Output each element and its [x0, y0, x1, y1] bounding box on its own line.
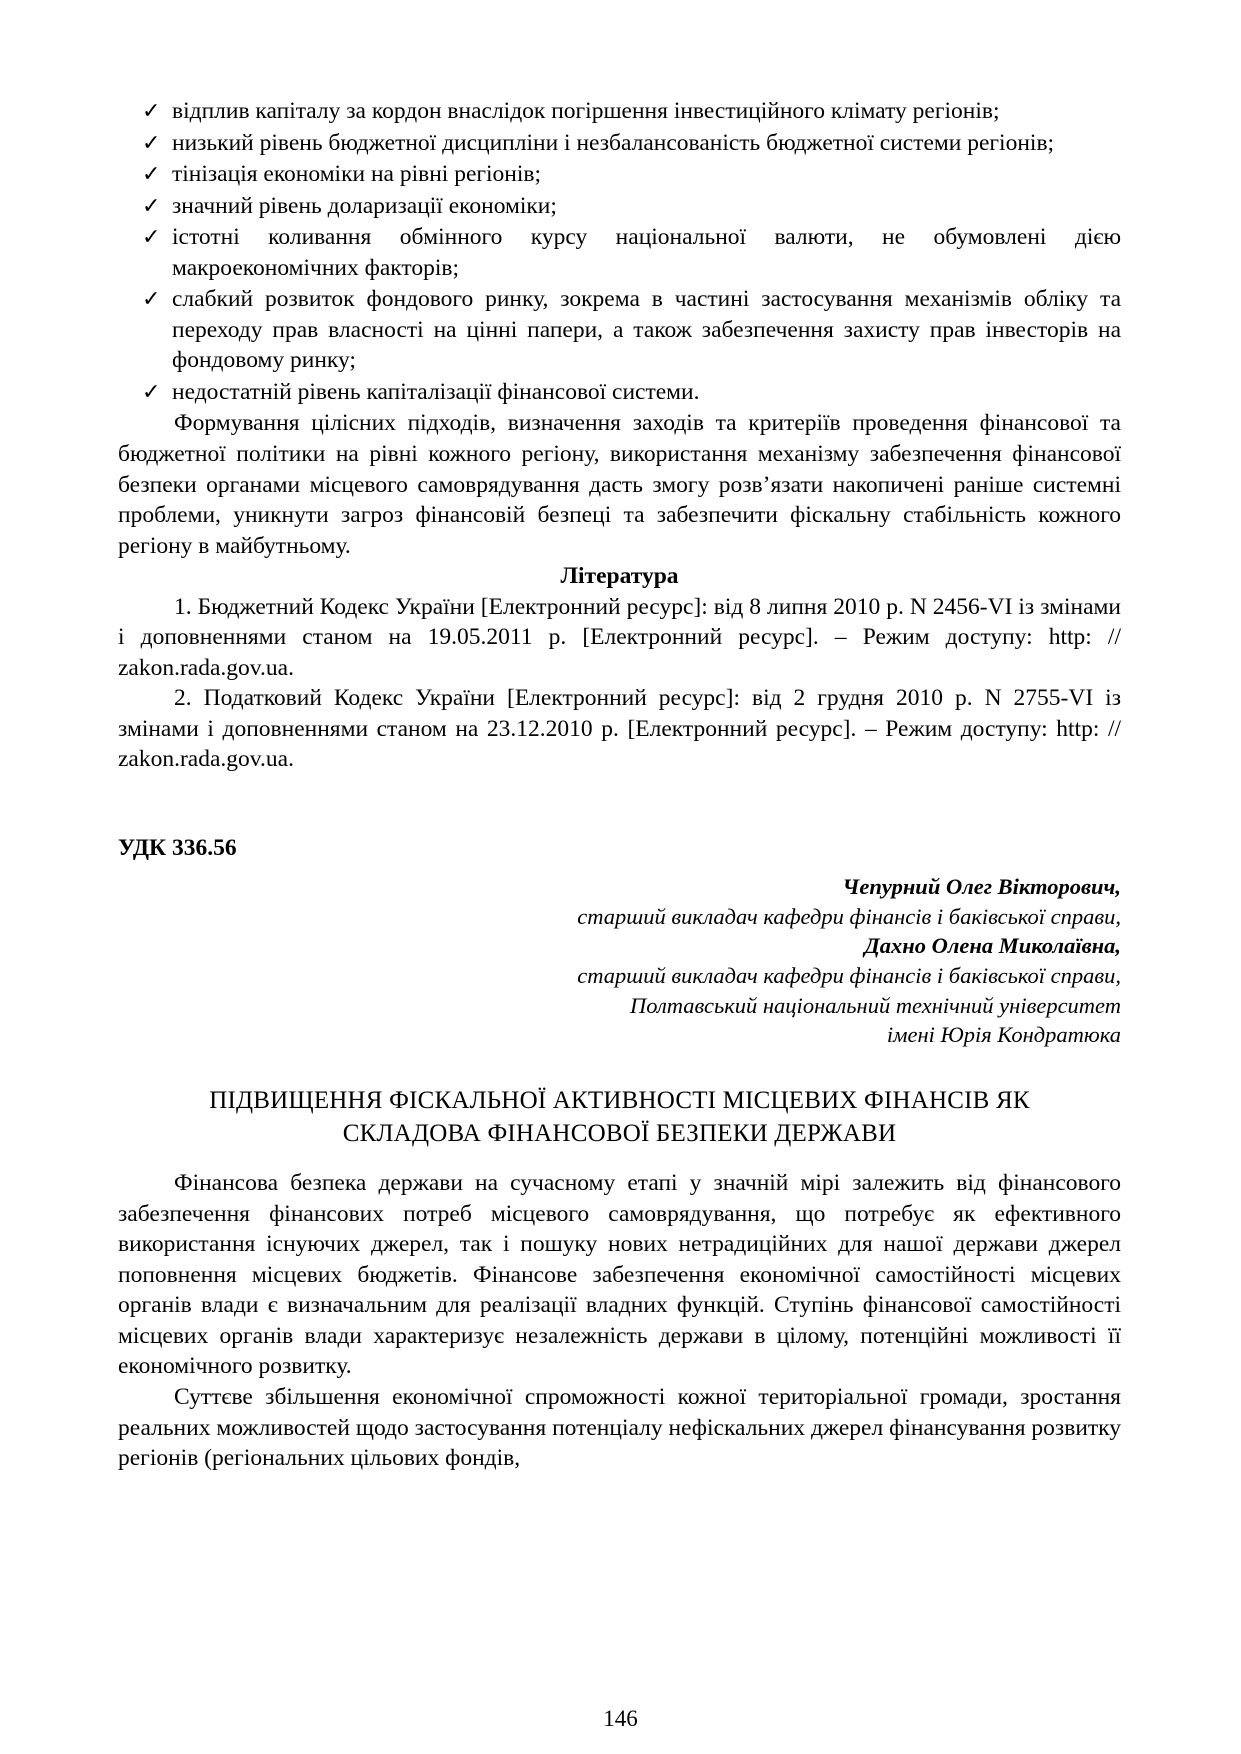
list-item-text: недостатній рівень капіталізації фінансової системи. [172, 378, 700, 405]
list-item-text: низький рівень бюджетної дисципліни і незбалансованість бюджетної системи регіонів; [172, 129, 1055, 156]
list-item [118, 222, 1121, 283]
list-item-text: відплив капіталу за кордон внаслідок погіршення інвестиційного клімату регіонів; [172, 98, 1000, 124]
udk-spacer [118, 862, 1121, 872]
article-title-line-1: ПІДВИЩЕННЯ ФІСКАЛЬНОЇ АКТИВНОСТІ МІСЦЕВИХ ФІНАНСІВ ЯК [209, 1087, 1030, 1115]
checkmark-icon: ✓ [142, 161, 161, 187]
checkmark-icon: ✓ [142, 192, 161, 218]
references-heading: Література [560, 563, 679, 590]
author-position-2: старший викладач кафедри фінансів і баківської справи, [577, 963, 1121, 989]
checkmark-icon: ✓ [142, 129, 161, 155]
list-item-text: слабкий розвиток фондового ринку, зокрема в частині застосування механізмів обліку та переходу прав власності на цінні папери, а також забезпечення захисту прав інвесторів на фондовому ринку; [172, 286, 1121, 374]
checkmark-icon: ✓ [142, 378, 161, 404]
udk-code: УДК 336.56 [118, 835, 237, 862]
section-spacer [118, 775, 1121, 835]
threat-bullet-list [118, 96, 1121, 407]
list-item [118, 96, 1121, 127]
title-spacer-bottom [118, 1150, 1121, 1168]
affiliation-line-1: Полтавський національний технічний університет [630, 992, 1121, 1018]
page-number: 146 [603, 1706, 638, 1731]
reference-item-1: 1. Бюджетний Кодекс України [Електронний ресурс]: від 8 липня 2010 р. N 2456-VI із змінами і доповненнями станом на 19.05.2011 р. [Електронний ресурс]. – Режим доступу: http: // zakon.rada.gov.ua. [118, 593, 1121, 681]
body-paragraph-2: Суттєве збільшення економічної спроможності кожної територіальної громади, зростання реальних можливостей щодо застосування потенціалу нефіскальних джерел фінансування розвитку регіонів (регіональних цільових фондів, [118, 1383, 1121, 1472]
author-block [118, 872, 1121, 1050]
author-name-2: Дахно Олена Миколаївна, [864, 933, 1121, 959]
checkmark-icon: ✓ [142, 286, 161, 312]
list-item-text: тінізація економіки на рівні регіонів; [172, 161, 542, 188]
list-item [118, 284, 1121, 376]
checkmark-icon: ✓ [142, 98, 161, 123]
list-item [118, 191, 1121, 222]
article-title-line-2: СКЛАДОВА ФІНАНСОВОЇ БЕЗПЕКИ ДЕРЖАВИ [342, 1120, 897, 1148]
reference-item-2: 2. Податковий Кодекс України [Електронний ресурс]: від 2 грудня 2010 р. N 2755-VI із змінами і доповненнями станом на 23.12.2010 р. [Електронний ресурс]. – Режим доступу: http: // zakon.rada.gov.ua. [118, 685, 1121, 773]
list-item [118, 159, 1121, 190]
list-item [118, 128, 1121, 159]
list-item-text: істотні коливання обмінного курсу національної валюти, не обумовлені дією макроекономічних факторів; [172, 224, 1121, 281]
author-name-1: Чепурний Олег Вікторович, [842, 874, 1121, 900]
summary-paragraph: Формування цілісних підходів, визначення заходів та критеріїв проведення фінансової та бюджетної політики на рівні кожного регіону, використання механізму забезпечення фінансової безпеки органами місцевого самоврядування дасть змогу розв’язати накопичені раніше системні проблеми, уникнути загроз фінансовій безпеці та забезпечити фіскальну стабільність кожного регіону в майбутньому. [118, 410, 1121, 559]
checkmark-icon: ✓ [142, 224, 161, 250]
author-position-1: старший викладач кафедри фінансів і баківської справи, [577, 903, 1121, 929]
title-spacer-top [118, 1050, 1121, 1084]
affiliation-line-2: імені Юрія Кондратюка [886, 1022, 1121, 1048]
body-paragraph-1: Фінансова безпека держави на сучасному етапі у значній мірі залежить від фінансового забезпечення фінансових потреб місцевого самоврядування, що потребує як ефективного використання існуючих джерел, так і пошуку нових нетрадиційних для нашої держави джерел поповнення місцевих бюджетів. Фінансове забезпечення економічної самостійності місцевих органів влади є визначальним для реалізації владних функцій. Ступінь фінансової самостійності місцевих органів влади характеризує незалежність держави в цілому, потенційні можливості її економічного розвитку. [118, 1170, 1121, 1380]
list-item [118, 377, 1121, 408]
list-item-text: значний рівень доларизації економіки; [172, 192, 557, 219]
